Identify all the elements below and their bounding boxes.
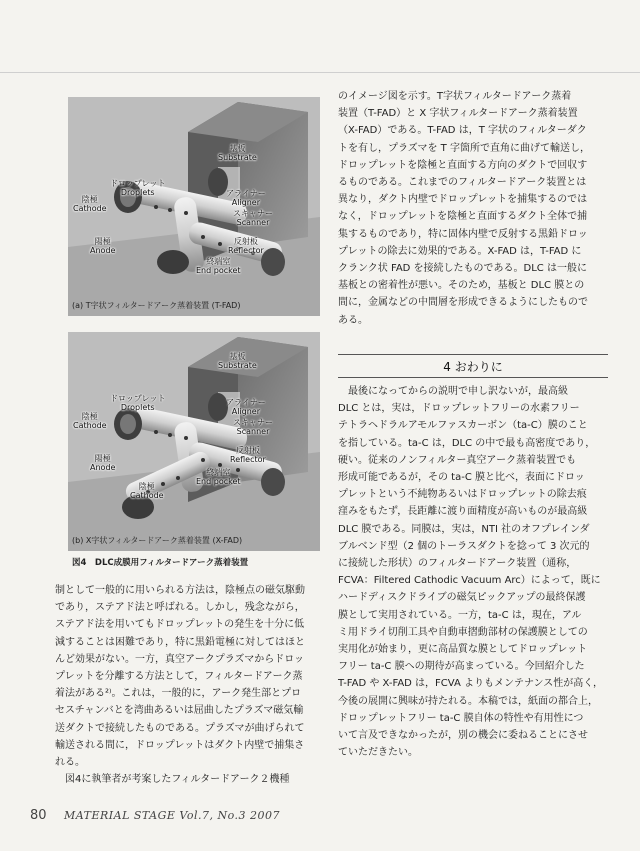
apparatus-illustration [68,332,320,551]
section-heading [338,352,608,378]
figure-a-caption: (a) T字状フィルタードアーク蒸着装置 (T-FAD) [72,301,241,310]
label-reflector: 反射板 Reflector [228,237,264,255]
label-aligner: アライナー Aligner [226,398,266,416]
text-line: プレットという不純物あるいはドロップレットの除去痕 [338,489,587,501]
label-scanner: スキャナー Scanner [233,209,273,227]
right-column-text-2 [338,383,608,761]
section-title: 4 おわりに [443,360,503,374]
label-scanner: スキャナー Scanner [233,418,273,436]
text-line: トを有し，プラズマを T 字箇所で直角に曲げて輸送し， [338,142,590,154]
text-line: 異なり，ダクト内壁でドロップレットを捕集するのでは [338,194,588,206]
text-line: 間に，金属などの中間層を形成できるようにしたもので [338,297,588,309]
magazine-name: MATERIAL STAGE Vol.7, No.3 2007 [64,809,281,822]
text-line: プレットを分離する方法として，フィルタードアーク蒸 [55,671,303,683]
text-line: れる。 [55,757,85,769]
text-line: T-FAD や X-FAD は，FCVA よりもメンテナンス性が高く， [338,678,604,690]
label-reflector: 反射板 Reflector [230,446,266,464]
label-droplets: ドロップレット Droplets [110,179,166,197]
text-line: セスチャンバとを湾曲あるいは屈曲したプラズマ磁気輸 [55,705,304,717]
text-line: 図4に執筆者が考案したフィルタードアーク２機種 [55,774,290,786]
label-cathode-2: 陰極 Cathode [130,482,164,500]
label-cathode: 陰極 Cathode [73,412,107,430]
text-line: 基板との密着性が悪い。そのため，基板と DLC 膜との [338,280,585,292]
text-line: 装置（T-FAD）と X 字状フィルタードアーク蒸着装置 [338,108,578,120]
label-anode: 陽極 Anode [90,237,116,255]
text-line: DLC とは，実は，ドロップレットフリーの水素フリー [338,403,580,415]
text-line: テトラヘドラルアモルファスカーボン（ta-C）膜のこと [338,420,588,432]
text-line: に接続した形状）のフィルタードアーク装置（通称， [338,558,577,570]
text-line: 制として一般的に用いられる方法は，陰極点の磁気駆動 [55,585,305,596]
text-line: 輸送される間に，ドロップレットはダクト内壁で捕集さ [55,739,305,751]
text-line: 今後の展開に興味が持たれる。本稿では，紙面の都合上， [338,695,598,707]
text-line: んど効果がない。一方，真空アークプラズマからドロッ [55,653,304,665]
text-line: ハードディスクドライブの磁気ピックアップの最終保護 [338,592,586,604]
text-line: フリー ta-C 膜への期待が高まっている。今回紹介した [338,661,585,673]
text-line: （X-FAD）である。T-FAD は，T 字状のフィルターダク [338,125,587,137]
label-substrate: 基板 Substrate [218,352,257,370]
label-anode: 陽極 Anode [90,454,116,472]
text-line: 硬い。従来のノンフィルター真空アーク蒸着装置でも [338,454,577,466]
label-aligner: アライナー Aligner [226,189,266,207]
figure-b-caption: (b) X字状フィルタードアーク蒸着装置 (X-FAD) [72,536,243,545]
text-line: のイメージ図を示す。T字状フィルタードアーク蒸着 [338,91,572,102]
text-line: 着法がある²⁾。これは，一般的に，アーク発生部とプロ [55,688,302,700]
text-line: であり，ステアド法と呼ばれる。しかし，残念ながら， [55,602,305,614]
text-line: ドロップレットを陰極と直面する方向のダクトで回収す [338,159,588,171]
label-end-pocket: 終端室 End pocket [196,468,241,486]
text-line: ていただきたい。 [338,747,418,759]
text-line: ドロップレットフリー ta-C 膜自体の特性や有用性につ [338,712,584,724]
text-line: ある。 [338,314,368,326]
label-droplets: ドロップレット Droplets [110,394,166,412]
label-substrate: 基板 Substrate [218,144,257,162]
text-line: FCVA：Filtered Cathodic Vacuum Arc）によって，既に [338,575,601,587]
page-footer [30,808,280,823]
text-line: 窪みをもたず，長距離に渡り面精度が高いものが最高級 [338,506,588,518]
text-line: るものである。これまでのフィルタードアーク装置とは [338,177,587,189]
heading-rule [338,377,608,378]
heading-rule [338,354,608,355]
text-line: 集するものであり，特に固体内壁で反射する黒鉛ドロッ [338,228,588,240]
text-line: なく，ドロップレットを陰極と直面するダクト全体で捕 [338,211,588,223]
label-end-pocket: 終端室 End pocket [196,257,241,275]
text-line: 送ダクトで接続したものである。プラズマが曲げられて [55,722,305,734]
text-line: ステアド法を用いてもドロップレットの発生を十分に低 [55,619,305,631]
left-column-text [55,582,323,788]
label-cathode: 陰極 Cathode [73,195,107,213]
text-line: クランク状 FAD を接続したものである。DLC は一般に [338,263,587,275]
text-line: を指している。ta-C は，DLC の中で最も高密度であり， [338,437,596,449]
text-line: 最後になってからの説明で申し訳ないが，最高級 [338,386,568,397]
page-number: 80 [30,808,47,823]
text-line: ブルベンド型（2 個のトーラスダクトを捻って 3 次元的 [338,540,590,552]
text-line: 膜として実用されている。一方，ta-C は，現在，アル [338,609,582,621]
text-line: プレットの除去に効果的である。X-FAD は，T-FAD に [338,245,582,257]
text-line: ミ用ドライ切削工具や自動車摺動部材の保護膜としての [338,626,588,638]
text-line: 減することは困難であり，特に黒鉛電極に対してはほと [55,636,305,648]
right-column-text-1 [338,88,608,329]
text-line: DLC 膜である。同膜は，実は，NTI 社のオフプレインダ [338,523,590,535]
figure-a-image [68,97,320,316]
text-line: 形成可能であるが，その ta-C 膜と比べ，表面にドロッ [338,472,585,484]
text-line: 実用化が始まり，更に高品質な膜としてドロップレット [338,644,588,656]
figure-b-image [68,332,320,551]
text-line: いて言及できなかったが，別の機会に委ねることにさせ [338,730,588,742]
figure-title: 図4 DLC成膜用フィルタードアーク蒸着装置 [72,558,249,568]
top-rule [0,72,640,73]
